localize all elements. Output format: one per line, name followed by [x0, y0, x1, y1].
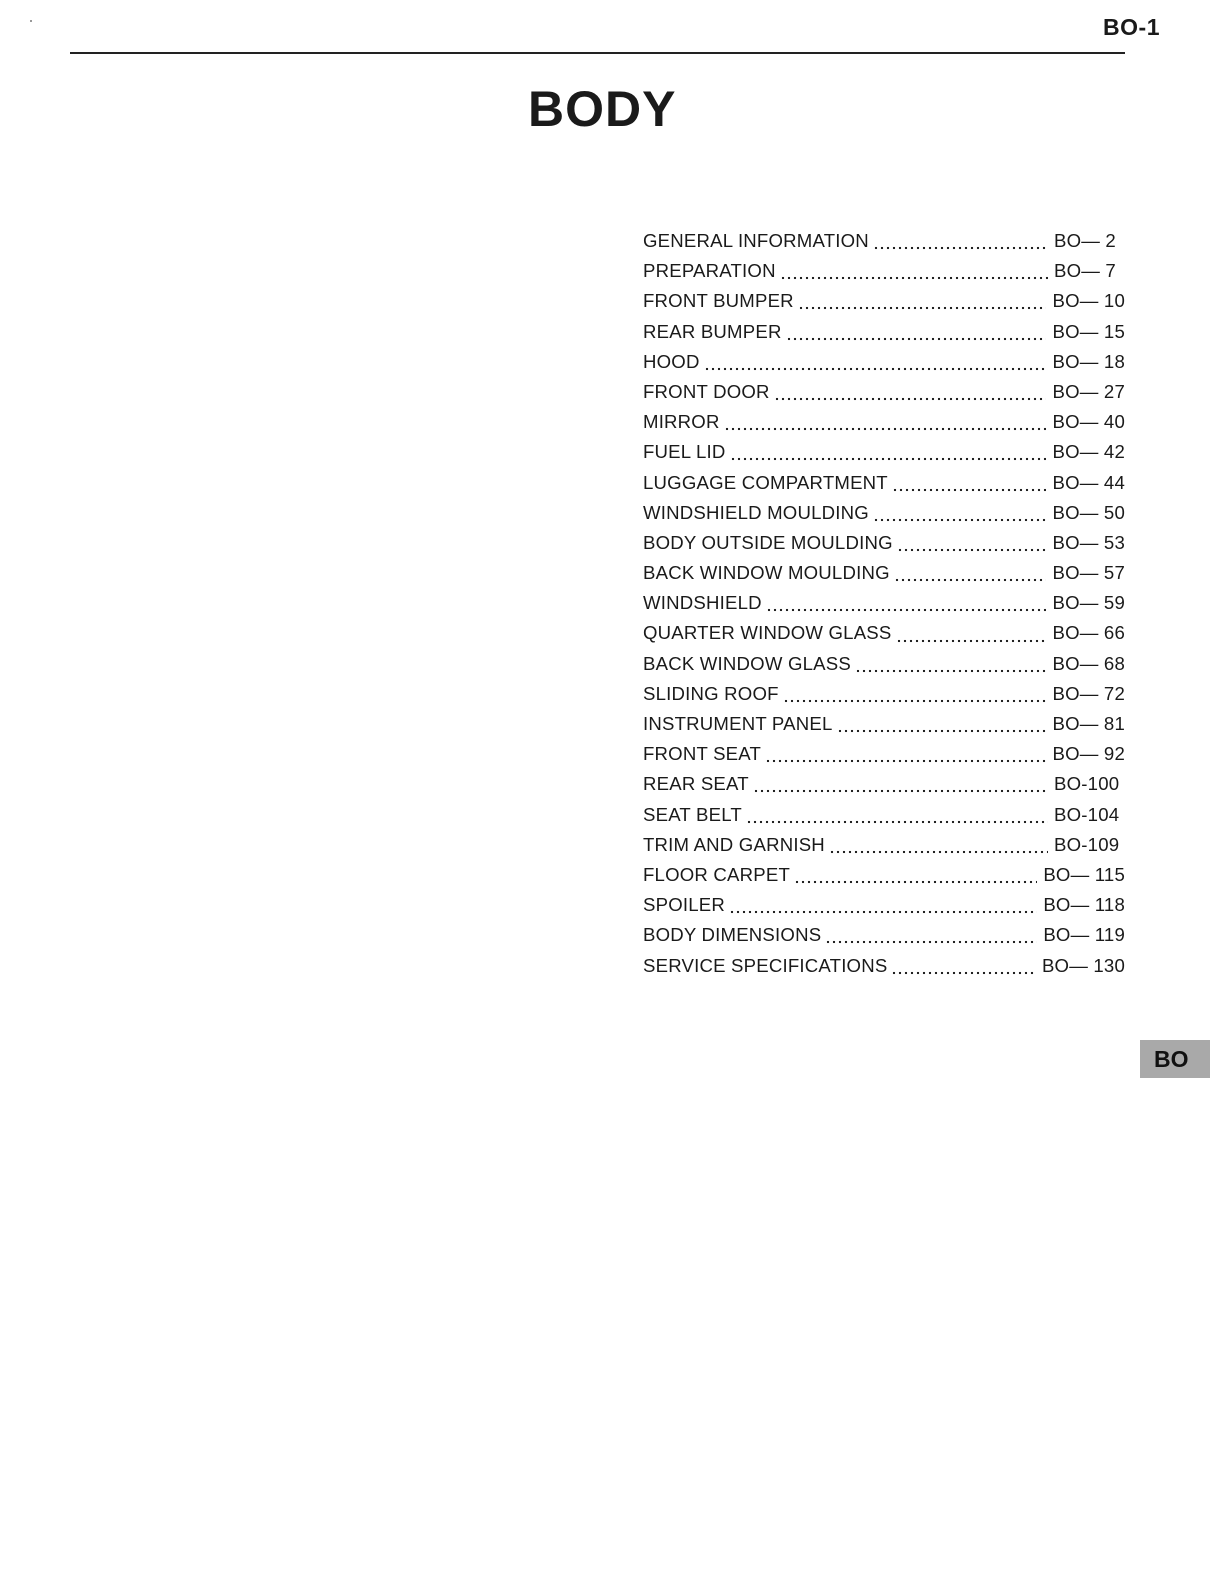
toc-entry-label: WINDSHIELD MOULDING — [643, 501, 869, 523]
toc-entry — [643, 351, 1125, 381]
dot-leader — [780, 276, 1048, 280]
toc-entry — [643, 441, 1125, 471]
toc-entry-page: BO— 119 — [1043, 924, 1125, 946]
dot-leader — [783, 699, 1047, 703]
toc-entry-page: BO— 15 — [1052, 320, 1125, 342]
toc-entry-label: FRONT DOOR — [643, 380, 770, 402]
section-title: BODY — [528, 81, 677, 137]
toc-entry-label: WINDSHIELD — [643, 592, 762, 614]
dot-leader — [746, 820, 1048, 824]
toc-entry-label: LUGGAGE COMPARTMENT — [643, 471, 888, 493]
dot-leader — [855, 669, 1047, 673]
toc-entry-label: REAR BUMPER — [643, 320, 782, 342]
toc-entry-page: BO— 40 — [1052, 411, 1125, 433]
toc-entry — [643, 683, 1125, 713]
toc-entry — [643, 562, 1125, 592]
toc-entry-label: FUEL LID — [643, 441, 726, 463]
section-thumb-tab: BO — [1140, 1040, 1210, 1078]
toc-entry — [643, 592, 1125, 622]
scan-speck — [30, 20, 32, 22]
toc-entry — [643, 230, 1125, 260]
toc-entry — [643, 955, 1125, 985]
toc-entry — [643, 411, 1125, 441]
toc-entry-label: FRONT SEAT — [643, 743, 762, 765]
toc-entry — [643, 381, 1125, 411]
toc-entry — [643, 472, 1125, 502]
toc-entry-label: PREPARATION — [643, 260, 776, 282]
toc-entry-label: TRIM AND GARNISH — [643, 833, 825, 855]
toc-entry-label: SPOILER — [643, 894, 726, 916]
dot-leader — [794, 880, 1037, 884]
toc-entry-label: BODY OUTSIDE MOULDING — [643, 531, 893, 553]
header-rule — [70, 52, 1125, 54]
toc-entry — [643, 834, 1125, 864]
dot-leader — [897, 548, 1047, 552]
toc-entry — [643, 864, 1125, 894]
toc-entry-page: BO-104 — [1054, 803, 1120, 825]
toc-entry-page: BO— 18 — [1052, 350, 1125, 372]
toc-entry — [643, 924, 1125, 954]
dot-leader — [724, 427, 1047, 431]
toc-entry — [643, 894, 1125, 924]
toc-entry-page: BO— 10 — [1052, 290, 1125, 312]
toc-entry-page: BO— 57 — [1052, 562, 1125, 584]
toc-entry-page: BO— 68 — [1052, 652, 1125, 674]
toc-entry — [643, 713, 1125, 743]
toc-entry-page: BO— 130 — [1041, 954, 1125, 976]
toc-entry-label: BODY DIMENSIONS — [643, 924, 822, 946]
toc-entry-label: INSTRUMENT PANEL — [643, 713, 833, 734]
toc-entry-label: FRONT BUMPER — [643, 290, 794, 312]
dot-leader — [825, 940, 1037, 944]
dot-leader — [753, 789, 1048, 793]
toc-entry — [643, 653, 1125, 683]
dot-leader — [837, 729, 1047, 733]
toc-entry — [643, 804, 1125, 834]
dot-leader — [786, 337, 1047, 341]
toc-entry — [643, 502, 1125, 532]
toc-entry-label: HOOD — [643, 350, 700, 372]
dot-leader — [896, 639, 1047, 643]
toc-entry-label: FLOOR CARPET — [643, 863, 791, 885]
toc-entry-label: BACK WINDOW MOULDING — [643, 562, 890, 584]
dot-leader — [730, 457, 1047, 461]
toc-entry-page: BO— 42 — [1052, 441, 1125, 463]
dot-leader — [873, 246, 1048, 250]
toc-entry-label: SEAT BELT — [643, 803, 742, 825]
toc-entry-page: BO— 53 — [1052, 531, 1125, 553]
toc-entry-page: BO— 115 — [1043, 863, 1125, 885]
dot-leader — [765, 759, 1046, 763]
dot-leader — [892, 488, 1047, 492]
page-number: BO-1 — [1103, 14, 1160, 40]
dot-leader — [766, 608, 1047, 612]
dot-leader — [873, 518, 1047, 522]
toc-entry-page: BO— 7 — [1054, 260, 1116, 282]
toc-entry — [643, 532, 1125, 562]
toc-entry-label: QUARTER WINDOW GLASS — [643, 622, 892, 644]
toc-entry-page: BO— 27 — [1052, 380, 1125, 402]
dot-leader — [798, 306, 1047, 310]
toc-entry-label: MIRROR — [643, 411, 720, 433]
toc-entry-page: BO— 2 — [1054, 230, 1116, 251]
toc-entry — [643, 622, 1125, 652]
toc-entry-page: BO— 72 — [1052, 682, 1125, 704]
toc-entry — [643, 260, 1125, 290]
toc-entry-page: BO— 44 — [1052, 471, 1125, 493]
dot-leader — [729, 910, 1037, 914]
toc-entry-page: BO— 118 — [1043, 894, 1125, 916]
toc-entry-page: BO-100 — [1054, 773, 1120, 795]
toc-entry-page: BO-109 — [1054, 833, 1120, 855]
toc-entry — [643, 321, 1125, 351]
toc-entry-page: BO— 50 — [1052, 501, 1125, 523]
dot-leader — [774, 397, 1047, 401]
toc-entry-label: SLIDING ROOF — [643, 682, 779, 704]
toc-entry — [643, 290, 1125, 320]
toc-entry-label: SERVICE SPECIFICATIONS — [643, 954, 888, 976]
toc-entry — [643, 773, 1125, 803]
toc-entry-page: BO— 81 — [1052, 713, 1125, 734]
toc-entry-page: BO— 59 — [1052, 592, 1125, 614]
table-of-contents — [643, 230, 1125, 985]
dot-leader — [894, 578, 1047, 582]
toc-entry-label: GENERAL INFORMATION — [643, 230, 869, 251]
toc-entry-page: BO— 66 — [1052, 622, 1125, 644]
toc-entry — [643, 743, 1125, 773]
dot-leader — [829, 850, 1048, 854]
toc-entry-page: BO— 92 — [1052, 743, 1125, 765]
dot-leader — [704, 367, 1047, 371]
dot-leader — [891, 971, 1035, 975]
toc-entry-label: REAR SEAT — [643, 773, 749, 795]
toc-entry-label: BACK WINDOW GLASS — [643, 652, 851, 674]
